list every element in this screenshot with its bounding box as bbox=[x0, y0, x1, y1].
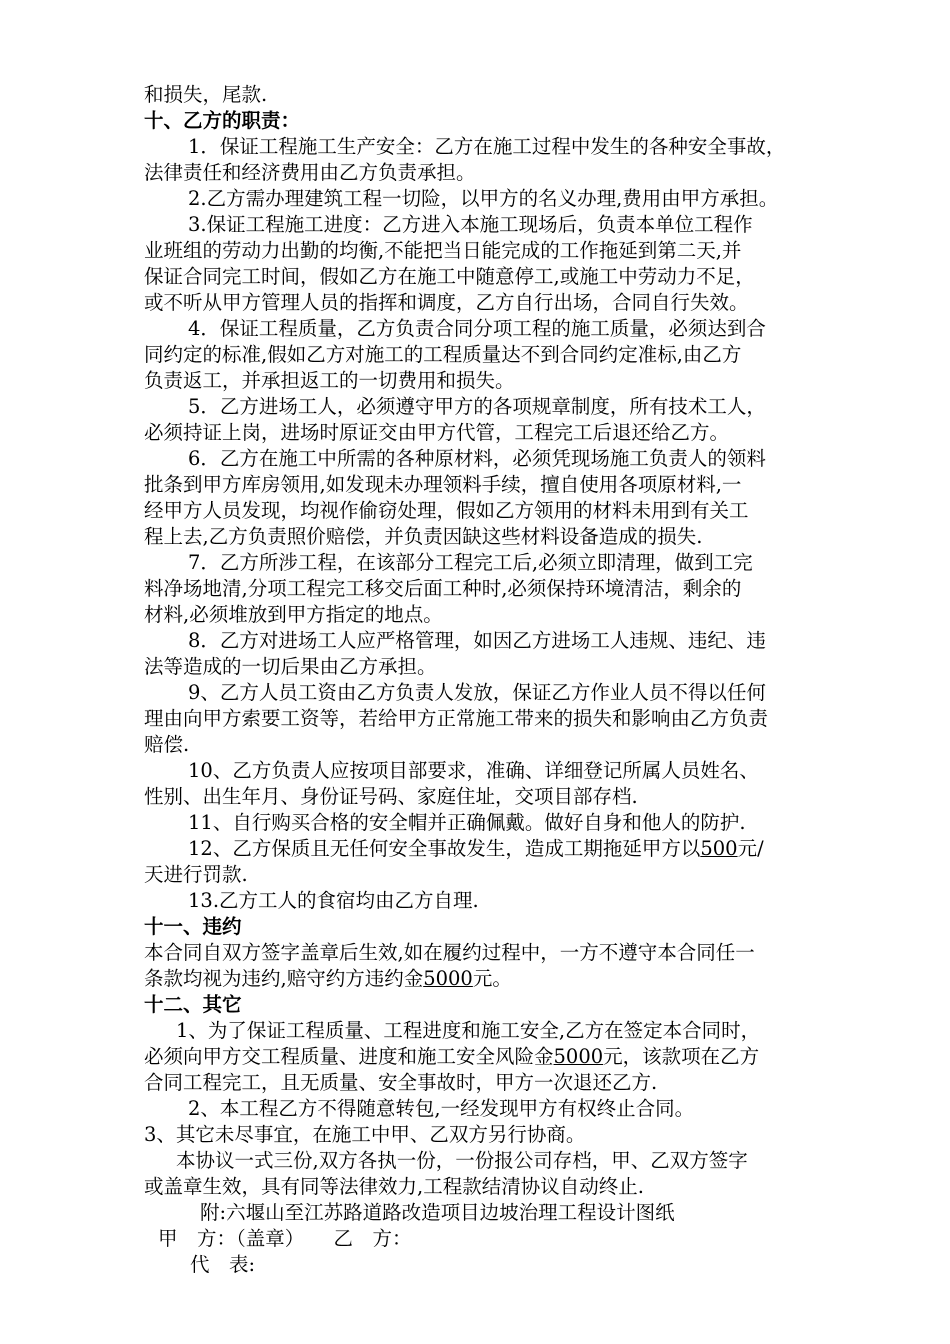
text-line: 或不听从甲方管理人员的指挥和调度，乙方自行出场，合同自行失效。 bbox=[144, 291, 749, 314]
text-line: 和损失，尾款. bbox=[144, 83, 268, 106]
text-line: 材料,必须堆放到甲方指定的地点。 bbox=[144, 603, 443, 626]
default-penalty-amount: 5000 bbox=[423, 967, 473, 990]
text-line: 负责返工，并承担返工的一切费用和损失。 bbox=[144, 369, 515, 392]
clause-10-2: 2.乙方需办理建筑工程一切险，以甲方的名义办理,费用由甲方承担。 bbox=[188, 187, 779, 210]
clause-10-9: 9、乙方人员工资由乙方负责人发放，保证乙方作业人员不得以任何 bbox=[188, 681, 766, 704]
text-segment: 条款均视为违约,赔守约方违约金 bbox=[144, 967, 424, 990]
clause-10-13: 13.乙方工人的食宿均由乙方自理. bbox=[188, 889, 479, 912]
clause-10-8: 8．乙方对进场工人应严格管理，如因乙方进场工人违规、违纪、违 bbox=[188, 629, 766, 652]
text-line: 或盖章生效，具有同等法律效力,工程款结清协议自动终止. bbox=[144, 1175, 644, 1198]
text-line: 理由向甲方索要工资等，若给甲方正常施工带来的损失和影响由乙方负责 bbox=[144, 707, 769, 730]
text-line: 赔偿. bbox=[144, 733, 190, 756]
clause-12-1: 1、为了保证工程质量、工程进度和施工安全,乙方在签定本合同时， bbox=[176, 1019, 761, 1042]
text-line: 经甲方人员发现，均视作偷窃处理，假如乙方领用的材料未用到有关工 bbox=[144, 499, 749, 522]
text-segment: 元。 bbox=[472, 967, 512, 990]
text-segment: 12、乙方保质且无任何安全事故发生，造成工期拖延甲方以 bbox=[188, 837, 701, 860]
text-line: 法等造成的一切后果由乙方承担。 bbox=[144, 655, 437, 678]
clause-12-3: 3、其它未尽事宜，在施工中甲、乙双方另行协商。 bbox=[144, 1123, 586, 1146]
text-line: 合同工程完工，且无质量、安全事故时，甲方一次退还乙方. bbox=[144, 1071, 658, 1094]
clause-12-2: 2、本工程乙方不得随意转包,一经发现甲方有权终止合同。 bbox=[188, 1097, 695, 1120]
clause-10-3: 3.保证工程施工进度：乙方进入本施工现场后，负责本单位工程作 bbox=[188, 213, 753, 236]
text-line: 同约定的标准,假如乙方对施工的工程质量达不到合同约定准标,由乙方 bbox=[144, 343, 742, 366]
agreement-copies-line: 本协议一式三份,双方各执一份，一份报公司存档，甲、乙双方签字 bbox=[176, 1149, 748, 1172]
text-line bbox=[144, 966, 512, 992]
clause-10-6: 6．乙方在施工中所需的各种原材料，必须凭现场施工负责人的领料 bbox=[188, 447, 766, 470]
text-line: 必须持证上岗，进场时原证交由甲方代管，工程完工后退还给乙方。 bbox=[144, 421, 730, 444]
clause-10-11: 11、自行购买合格的安全帽并正确佩戴。做好自身和他人的防护. bbox=[188, 811, 746, 834]
text-line: 料净场地清,分项工程完工移交后面工种时,必须保持环境清洁，剩余的 bbox=[144, 577, 742, 600]
text-segment: 必须向甲方交工程质量、进度和施工安全风险金 bbox=[144, 1045, 554, 1068]
clause-10-4: 4．保证工程质量，乙方负责合同分项工程的施工质量，必须达到合 bbox=[188, 317, 766, 340]
text-line: 业班组的劳动力出勤的均衡,不能把当日能完成的工作拖延到第二天,并 bbox=[144, 239, 742, 262]
clause-10-5: 5．乙方进场工人，必须遵守甲方的各项规章制度，所有技术工人， bbox=[188, 395, 766, 418]
text-line: 批条到甲方库房领用,如发现未办理领料手续，擅自使用各项原材料,一 bbox=[144, 473, 742, 496]
clause-10-12 bbox=[188, 836, 764, 862]
clause-10-1: 1．保证工程施工生产安全：乙方在施工过程中发生的各种安全事故， bbox=[188, 135, 786, 158]
representative-line: 代 表: bbox=[190, 1253, 256, 1276]
section-heading-12: 十二、其它 bbox=[144, 993, 242, 1016]
text-line: 本合同自双方签字盖章后生效,如在履约过程中，一方不遵守本合同任一 bbox=[144, 941, 755, 964]
signature-party-line: 甲 方：（盖章） 乙 方： bbox=[158, 1227, 412, 1250]
clause-10-10: 10、乙方负责人应按项目部要求，准确、详细登记所属人员姓名、 bbox=[188, 759, 759, 782]
text-line: 程上去,乙方负责照价赔偿，并负责因缺这些材料设备造成的损失. bbox=[144, 525, 703, 548]
section-heading-10: 十、乙方的职责： bbox=[144, 109, 301, 132]
risk-deposit-amount: 5000 bbox=[553, 1045, 604, 1068]
text-line: 天进行罚款. bbox=[144, 863, 248, 886]
text-segment: 元/ bbox=[737, 837, 764, 860]
text-line bbox=[144, 1044, 759, 1070]
attachment-line: 附:六堰山至江苏路道路改造项目边坡治理工程设计图纸 bbox=[200, 1201, 675, 1224]
text-line: 法律责任和经济费用由乙方负责承担。 bbox=[144, 161, 476, 184]
penalty-amount: 500 bbox=[700, 837, 738, 860]
clause-10-7: 7．乙方所涉工程，在该部分工程完工后,必须立即清理，做到工完 bbox=[188, 551, 753, 574]
section-heading-11: 十一、违约 bbox=[144, 915, 242, 938]
text-line: 保证合同完工时间，假如乙方在施工中随意停工,或施工中劳动力不足， bbox=[144, 265, 755, 288]
text-line: 性别、出生年月、身份证号码、家庭住址，交项目部存档. bbox=[144, 785, 638, 808]
text-segment: 元，该款项在乙方 bbox=[603, 1045, 760, 1068]
